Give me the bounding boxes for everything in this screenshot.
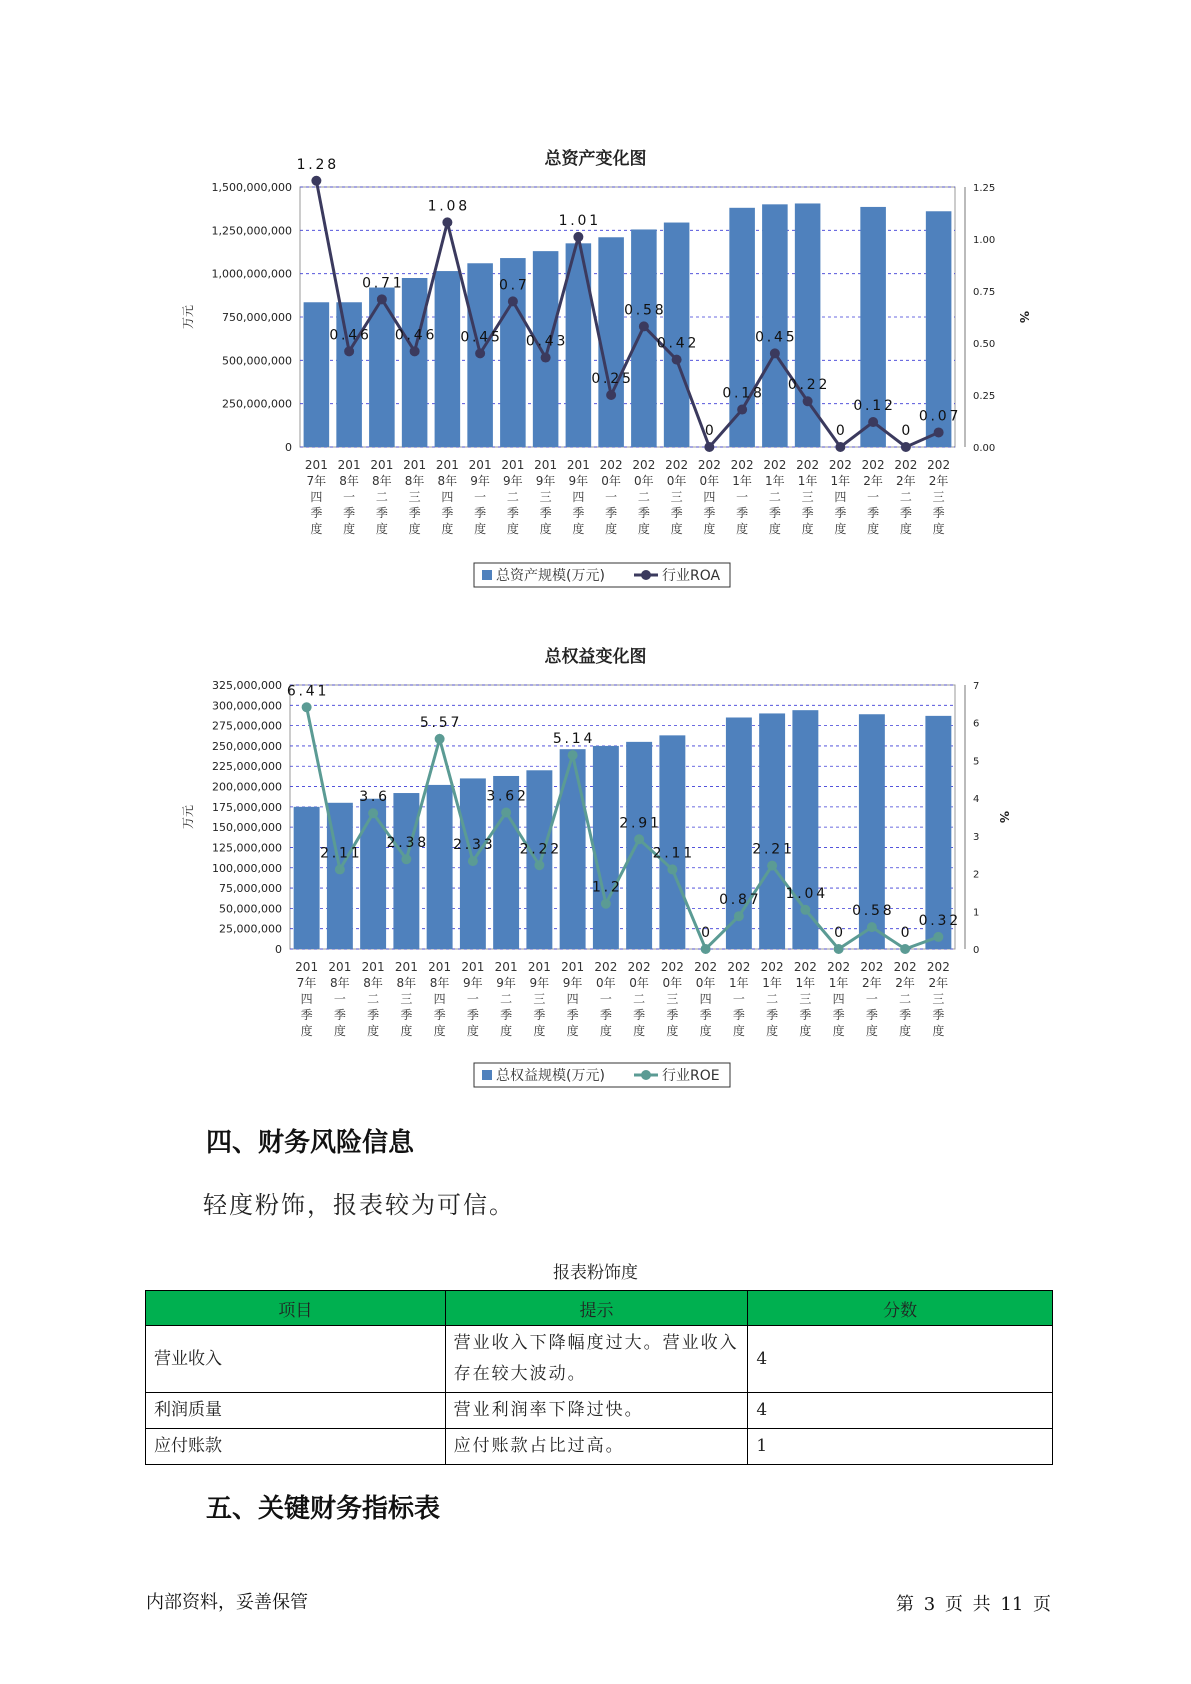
y-tick-label: 1,500,000,000 [211, 181, 292, 194]
y-axis-label: 万元 [181, 804, 195, 830]
bar [560, 749, 586, 949]
legend-line-marker [641, 570, 651, 580]
data-label: 2 . 1 1 [652, 845, 693, 862]
y-tick-label: 150,000,000 [212, 821, 282, 835]
y-tick-label: 0 [285, 441, 292, 454]
table-row [146, 1393, 1053, 1429]
bar [435, 271, 461, 447]
col-header-score: 分数 [748, 1291, 1053, 1326]
data-label: 0 [901, 423, 911, 439]
data-label: 1 . 0 8 [427, 198, 468, 215]
x-tick-label: 201 7年四季度 [304, 458, 328, 536]
data-label: 3 . 6 [359, 789, 388, 806]
legend-line-label: 行业ROA [662, 568, 721, 584]
row-item: 利润质量 [146, 1393, 446, 1429]
line-point [401, 854, 411, 864]
line-point [335, 864, 345, 874]
line-point [901, 442, 911, 452]
line-point [737, 405, 747, 415]
data-label: 5 . 1 4 [552, 731, 593, 748]
row-score: 1 [748, 1429, 1053, 1465]
bar [360, 799, 386, 949]
y2-tick-label: 0.50 [973, 339, 996, 350]
data-label: 1 . 2 8 [296, 156, 337, 173]
line-point [606, 390, 616, 400]
data-label: 0 . 7 1 [362, 275, 402, 292]
line-point [672, 355, 682, 365]
y2-tick-label: 0.25 [973, 391, 996, 402]
y-tick-label: 1,000,000,000 [211, 267, 292, 281]
y-axis-label: 万元 [181, 304, 195, 330]
y2-tick-label: 6 [973, 718, 980, 730]
x-tick-label: 202 0年四季度 [694, 960, 718, 1038]
data-label: 1 . 2 [591, 879, 620, 896]
col-header-item: 项目 [146, 1291, 446, 1326]
line-point [573, 232, 583, 242]
data-label: 2 . 1 1 [320, 845, 360, 862]
section4-heading: 四、财务风险信息 [206, 1128, 415, 1158]
legend-bar-swatch [482, 570, 492, 580]
x-tick-label: 201 8年二季度 [370, 458, 394, 536]
line-point [501, 807, 511, 817]
y-tick-label: 275,000,000 [212, 719, 282, 733]
line-point [344, 346, 354, 356]
legend-bar-label: 总资产规模(万元) [496, 568, 605, 584]
line-point [734, 911, 744, 921]
x-tick-label: 201 7年四季度 [295, 960, 319, 1038]
line-point [541, 353, 551, 363]
y-tick-label: 200,000,000 [212, 780, 282, 794]
y-tick-label: 250,000,000 [212, 739, 282, 753]
y-tick-label: 0 [275, 943, 282, 956]
x-tick-label: 201 9年四季度 [566, 458, 590, 536]
x-tick-label: 202 1年三季度 [796, 458, 820, 536]
y2-axis-label: % [1017, 310, 1031, 324]
line-point [410, 346, 420, 356]
x-tick-label: 201 8年四季度 [428, 960, 452, 1038]
x-tick-label: 202 2年二季度 [894, 458, 918, 536]
y-tick-label: 125,000,000 [212, 841, 282, 855]
y2-tick-label: 0.75 [973, 287, 996, 298]
x-tick-label: 201 9年二季度 [494, 960, 518, 1038]
table-row [146, 1429, 1053, 1465]
line-point [601, 899, 611, 909]
x-tick-label: 202 0年二季度 [627, 960, 651, 1038]
risk-table-header-row [146, 1291, 1053, 1326]
data-label: 0 . 4 6 [394, 327, 435, 344]
total-equity-chart [0, 600, 1191, 1100]
risk-table [145, 1290, 1053, 1465]
line-point [704, 442, 714, 452]
data-label: 0 . 4 2 [656, 335, 697, 352]
x-tick-label: 202 2年三季度 [926, 960, 950, 1038]
data-label: 2 . 3 8 [386, 835, 427, 852]
y-tick-label: 225,000,000 [212, 760, 282, 774]
line-point [475, 348, 485, 358]
y-tick-label: 75,000,000 [219, 882, 282, 896]
y-tick-label: 175,000,000 [212, 800, 282, 814]
data-label: 0 . 1 8 [722, 385, 762, 402]
row-hint: 营业利润率下降过快。 [445, 1393, 748, 1429]
data-label: 3 . 6 2 [486, 788, 526, 805]
line-point [634, 834, 644, 844]
data-label: 0 . 0 7 [918, 408, 959, 425]
x-tick-label: 202 2年二季度 [893, 960, 917, 1038]
section5-heading: 五、关键财务指标表 [206, 1494, 441, 1524]
page-number: 第 3 页 共 11 页 [896, 1594, 1051, 1615]
x-tick-label: 202 0年一季度 [599, 458, 623, 536]
bar [631, 229, 657, 447]
line-point [835, 442, 845, 452]
data-label: 6 . 4 1 [286, 683, 327, 700]
legend-line-marker [641, 1070, 651, 1080]
bar [598, 237, 624, 447]
y-tick-label: 100,000,000 [212, 861, 282, 875]
x-tick-label: 202 1年三季度 [793, 960, 817, 1038]
data-label: 0 . 5 8 [624, 302, 664, 319]
x-tick-label: 201 9年三季度 [527, 960, 551, 1038]
bar [304, 302, 330, 447]
y-tick-label: 50,000,000 [219, 902, 282, 916]
data-label: 0 [900, 925, 910, 941]
row-item: 应付账款 [146, 1429, 446, 1465]
bar [402, 278, 428, 447]
x-tick-label: 201 8年三季度 [403, 458, 427, 536]
chart1-title: 总资产变化图 [544, 149, 647, 169]
y2-tick-label: 5 [973, 756, 980, 768]
data-label: 0 . 4 6 [329, 327, 369, 344]
y-tick-label: 500,000,000 [222, 354, 292, 368]
data-label: 0 . 5 8 [852, 903, 892, 920]
line-point [800, 905, 810, 915]
legend-line-label: 行业ROE [662, 1068, 720, 1084]
x-tick-label: 201 8年四季度 [435, 458, 459, 536]
y2-tick-label: 2 [973, 869, 980, 881]
line-point [701, 944, 711, 954]
x-tick-label: 201 9年二季度 [501, 458, 525, 536]
line-point [442, 217, 452, 227]
x-tick-label: 202 1年二季度 [760, 960, 784, 1038]
x-tick-label: 202 0年三季度 [665, 458, 689, 536]
data-label: 0 [835, 423, 845, 439]
total-assets-chart [0, 0, 1191, 600]
x-tick-label: 201 9年一季度 [468, 458, 492, 536]
x-tick-label: 201 8年二季度 [361, 960, 385, 1038]
bar [427, 785, 453, 949]
x-tick-label: 201 8年一季度 [328, 960, 352, 1038]
data-label: 1 . 0 1 [558, 212, 599, 229]
x-tick-label: 202 0年四季度 [697, 458, 721, 536]
line-point [302, 702, 312, 712]
data-label: 0 . 8 7 [719, 892, 759, 909]
legend-bar-label: 总权益规模(万元) [496, 1068, 605, 1084]
x-tick-label: 202 1年一季度 [727, 960, 751, 1038]
y-tick-label: 250,000,000 [222, 397, 292, 411]
bar [659, 735, 685, 949]
y-tick-label: 300,000,000 [212, 699, 282, 713]
bar [626, 742, 652, 949]
data-label: 2 . 2 1 [752, 841, 792, 858]
data-label: 0 . 2 2 [787, 377, 828, 394]
y2-axis-label: % [997, 810, 1011, 824]
y-tick-label: 750,000,000 [222, 311, 292, 324]
bar [294, 807, 320, 949]
row-hint: 营业收入下降幅度过大。营业收入存在较大波动。 [445, 1326, 748, 1393]
x-tick-label: 201 9年四季度 [561, 960, 585, 1038]
y-tick-label: 1,250,000,000 [211, 224, 292, 238]
line-point [867, 922, 877, 932]
data-label: 0 [701, 925, 711, 941]
x-tick-label: 202 1年四季度 [828, 458, 852, 536]
y2-tick-label: 7 [973, 681, 980, 692]
row-score: 4 [748, 1326, 1053, 1393]
x-tick-label: 202 1年二季度 [763, 458, 787, 536]
y-tick-label: 325,000,000 [212, 679, 282, 692]
bar [336, 302, 362, 447]
section4-paragraph: 轻度粉饰，报表较为可信。 [203, 1191, 515, 1219]
y-tick-label: 25,000,000 [219, 922, 282, 936]
line-point [568, 750, 578, 760]
line-point [508, 296, 518, 306]
line-point [933, 932, 943, 942]
x-tick-label: 202 0年二季度 [632, 458, 656, 536]
data-label: 0 . 2 5 [591, 371, 631, 387]
bar [526, 770, 552, 949]
row-hint: 应付账款占比过高。 [445, 1429, 748, 1465]
footer-note: 内部资料，妥善保管 [146, 1592, 308, 1613]
data-label: 0 . 1 2 [853, 398, 893, 415]
line-point [377, 294, 387, 304]
y2-tick-label: 3 [973, 831, 980, 843]
x-tick-label: 201 8年一季度 [337, 458, 361, 536]
bar [762, 204, 788, 447]
x-tick-label: 202 1年一季度 [730, 458, 754, 536]
data-label: 1 . 0 4 [785, 885, 826, 902]
line-point [803, 396, 813, 406]
y2-tick-label: 1 [973, 907, 980, 919]
data-label: 0 . 7 [498, 277, 527, 294]
risk-table-caption: 报表粉饰度 [553, 1263, 638, 1283]
data-label: 2 . 2 2 [519, 841, 560, 858]
line-point [900, 944, 910, 954]
x-tick-label: 202 2年一季度 [860, 960, 884, 1038]
bar [593, 746, 619, 949]
y2-tick-label: 1.25 [973, 183, 996, 194]
y2-tick-label: 1.00 [973, 235, 996, 246]
data-label: 0 [704, 423, 714, 439]
x-tick-label: 201 9年一季度 [461, 960, 485, 1038]
row-item: 营业收入 [146, 1326, 446, 1393]
data-label: 0 . 4 3 [525, 333, 566, 350]
y2-tick-label: 0.00 [973, 443, 996, 454]
table-row [146, 1326, 1053, 1393]
data-label: 2 . 3 3 [453, 837, 493, 854]
data-label: 2 . 9 1 [619, 815, 659, 832]
legend-bar-swatch [482, 1070, 492, 1080]
x-tick-label: 202 0年三季度 [660, 960, 684, 1038]
y2-tick-label: 4 [973, 794, 980, 806]
bar [393, 793, 419, 949]
data-label: 0 . 4 5 [460, 329, 500, 346]
x-tick-label: 202 0年一季度 [594, 960, 618, 1038]
bar [795, 203, 821, 447]
data-label: 0 . 3 2 [918, 912, 959, 929]
row-score: 4 [748, 1393, 1053, 1429]
line-point [834, 944, 844, 954]
x-tick-label: 202 2年一季度 [861, 458, 885, 536]
line-point [435, 734, 445, 744]
line-point [639, 321, 649, 331]
line-point [667, 864, 677, 874]
line-point [770, 348, 780, 358]
line-point [468, 856, 478, 866]
bar [759, 713, 785, 949]
x-tick-label: 202 2年三季度 [927, 458, 951, 536]
x-tick-label: 201 9年三季度 [534, 458, 558, 536]
x-tick-label: 202 1年四季度 [827, 960, 851, 1038]
col-header-hint: 提示 [445, 1291, 748, 1326]
line-point [868, 417, 878, 427]
x-tick-label: 201 8年三季度 [394, 960, 418, 1038]
data-label: 0 . 4 5 [755, 329, 795, 346]
data-label: 0 [834, 925, 844, 941]
y2-tick-label: 0 [973, 945, 980, 956]
chart2-title: 总权益变化图 [544, 647, 647, 667]
line-point [534, 860, 544, 870]
line-point [368, 808, 378, 818]
line-point [311, 176, 321, 186]
data-label: 5 . 5 7 [419, 714, 460, 731]
line-point [934, 427, 944, 437]
line-point [767, 861, 777, 871]
